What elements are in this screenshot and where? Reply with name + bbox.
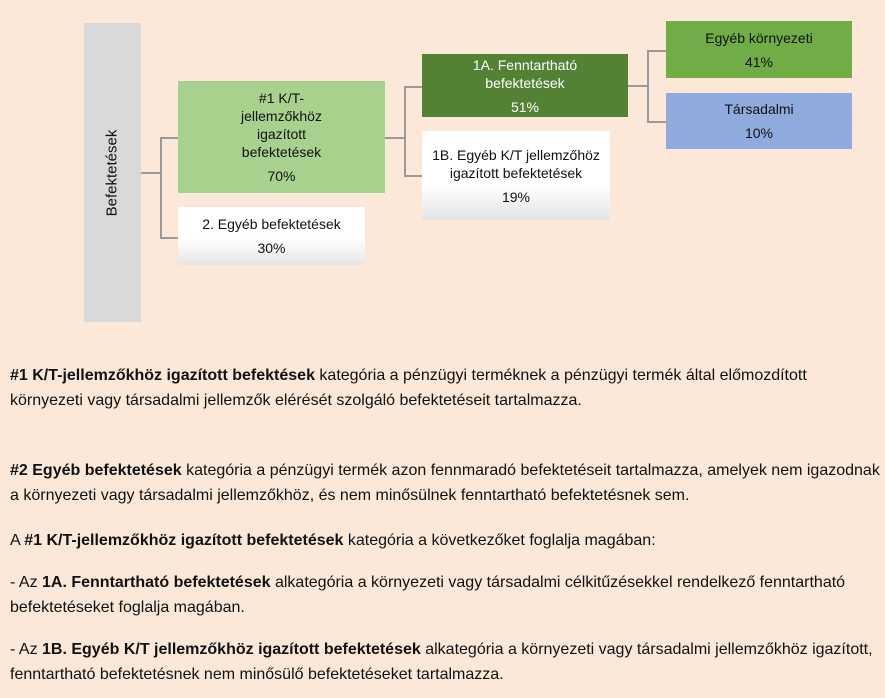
connector-to-1b: [404, 175, 422, 177]
node-percent: 70%: [267, 168, 296, 184]
paragraph-text: alkategória a környezeti vagy társadalmi jellemzőkhöz igazított, fenntartható befektetésnek nem minősülő befektetéseket tartalmazza.: [10, 641, 873, 683]
connector-1a: [628, 85, 648, 87]
connector-to-2: [160, 237, 178, 239]
node-other-environmental: [666, 21, 852, 78]
paragraph-category-2: [10, 458, 880, 508]
node-other-investments: [178, 207, 365, 265]
paragraph-text: alkategória a környezeti vagy társadalmi célkitűzésekkel rendelkező fenntartható befektetéseket foglalja magában.: [10, 574, 846, 616]
connector-1-vertical: [404, 86, 406, 177]
connector-to-1: [160, 137, 178, 139]
connector-1: [385, 137, 405, 139]
root-node-label: Befektetések: [103, 129, 121, 216]
connector-root: [141, 172, 161, 174]
paragraph-bold-term: 1A. Fenntartható befektetések: [42, 574, 271, 591]
paragraph-subcategory-1b: [10, 637, 880, 687]
node-percent: 19%: [501, 188, 531, 205]
node-label-line: #1 K/T-: [258, 90, 305, 106]
connector-to-soc: [647, 121, 666, 123]
paragraph-category-1-includes: [10, 528, 880, 553]
node-sustainable-investments: [422, 54, 628, 117]
connector-root-vertical: [160, 137, 162, 238]
node-other-es-investments: [422, 131, 610, 220]
paragraph-bold-term: #2 Egyéb befektetések: [10, 462, 182, 479]
paragraph-category-1: [10, 363, 880, 413]
node-label-line: jellemzőkhöz: [241, 108, 322, 124]
paragraph-bold-term: 1B. Egyéb K/T jellemzőkhöz igazított befektetések: [42, 641, 421, 658]
paragraph-bold-term: #1 K/T-jellemzőkhöz igazított befektések: [10, 367, 315, 384]
node-label-line: igazított: [256, 126, 307, 142]
node-label-line: igazított befektetések: [449, 164, 583, 181]
node-percent: 51%: [510, 98, 540, 115]
node-label-line: 2. Egyéb befektetések: [202, 216, 341, 232]
node-social: [666, 93, 852, 149]
node-percent: 30%: [257, 240, 286, 256]
paragraph-prefix: - Az: [10, 574, 43, 591]
connector-to-1a: [404, 86, 422, 88]
node-label-line: 1A. Fenntartható: [472, 56, 578, 73]
node-label-line: 1B. Egyéb K/T jellemzőhöz: [432, 146, 600, 163]
node-percent: 41%: [744, 53, 774, 70]
root-node-investments: [84, 23, 141, 322]
node-percent: 10%: [744, 125, 774, 141]
connector-1a-vertical: [647, 50, 649, 122]
paragraph-text: kategória a pénzügyi termék azon fennmaradó befektetéseit tartalmazza, amelyek nem igazodnak a környezeti vagy társadalmi jellemzőkhöz, és nem minősülnek fenntartható befektetésnek sem.: [10, 462, 880, 504]
node-label-line: Társadalmi: [724, 101, 794, 117]
node-label-line: Egyéb környezeti: [705, 29, 813, 46]
paragraph-prefix: A: [10, 532, 25, 549]
connector-to-env: [647, 50, 666, 52]
paragraph-text: kategória a pénzügyi terméknek a pénzügyi termék által előmozdított környezeti vagy társadalmi jellemzők elérését szolgáló befektetéseit tartalmazza.: [10, 367, 807, 409]
paragraph-subcategory-1a: [10, 570, 880, 620]
paragraph-text: kategória a következőket foglalja magában:: [343, 532, 656, 549]
paragraph-prefix: - Az: [10, 641, 43, 658]
node-label-line: befektetések: [241, 144, 322, 160]
node-label-line: befektetések: [485, 74, 565, 91]
node-aligned-investments: [178, 81, 385, 193]
paragraph-bold-term: #1 K/T-jellemzőkhöz igazított befektetések: [24, 532, 344, 549]
